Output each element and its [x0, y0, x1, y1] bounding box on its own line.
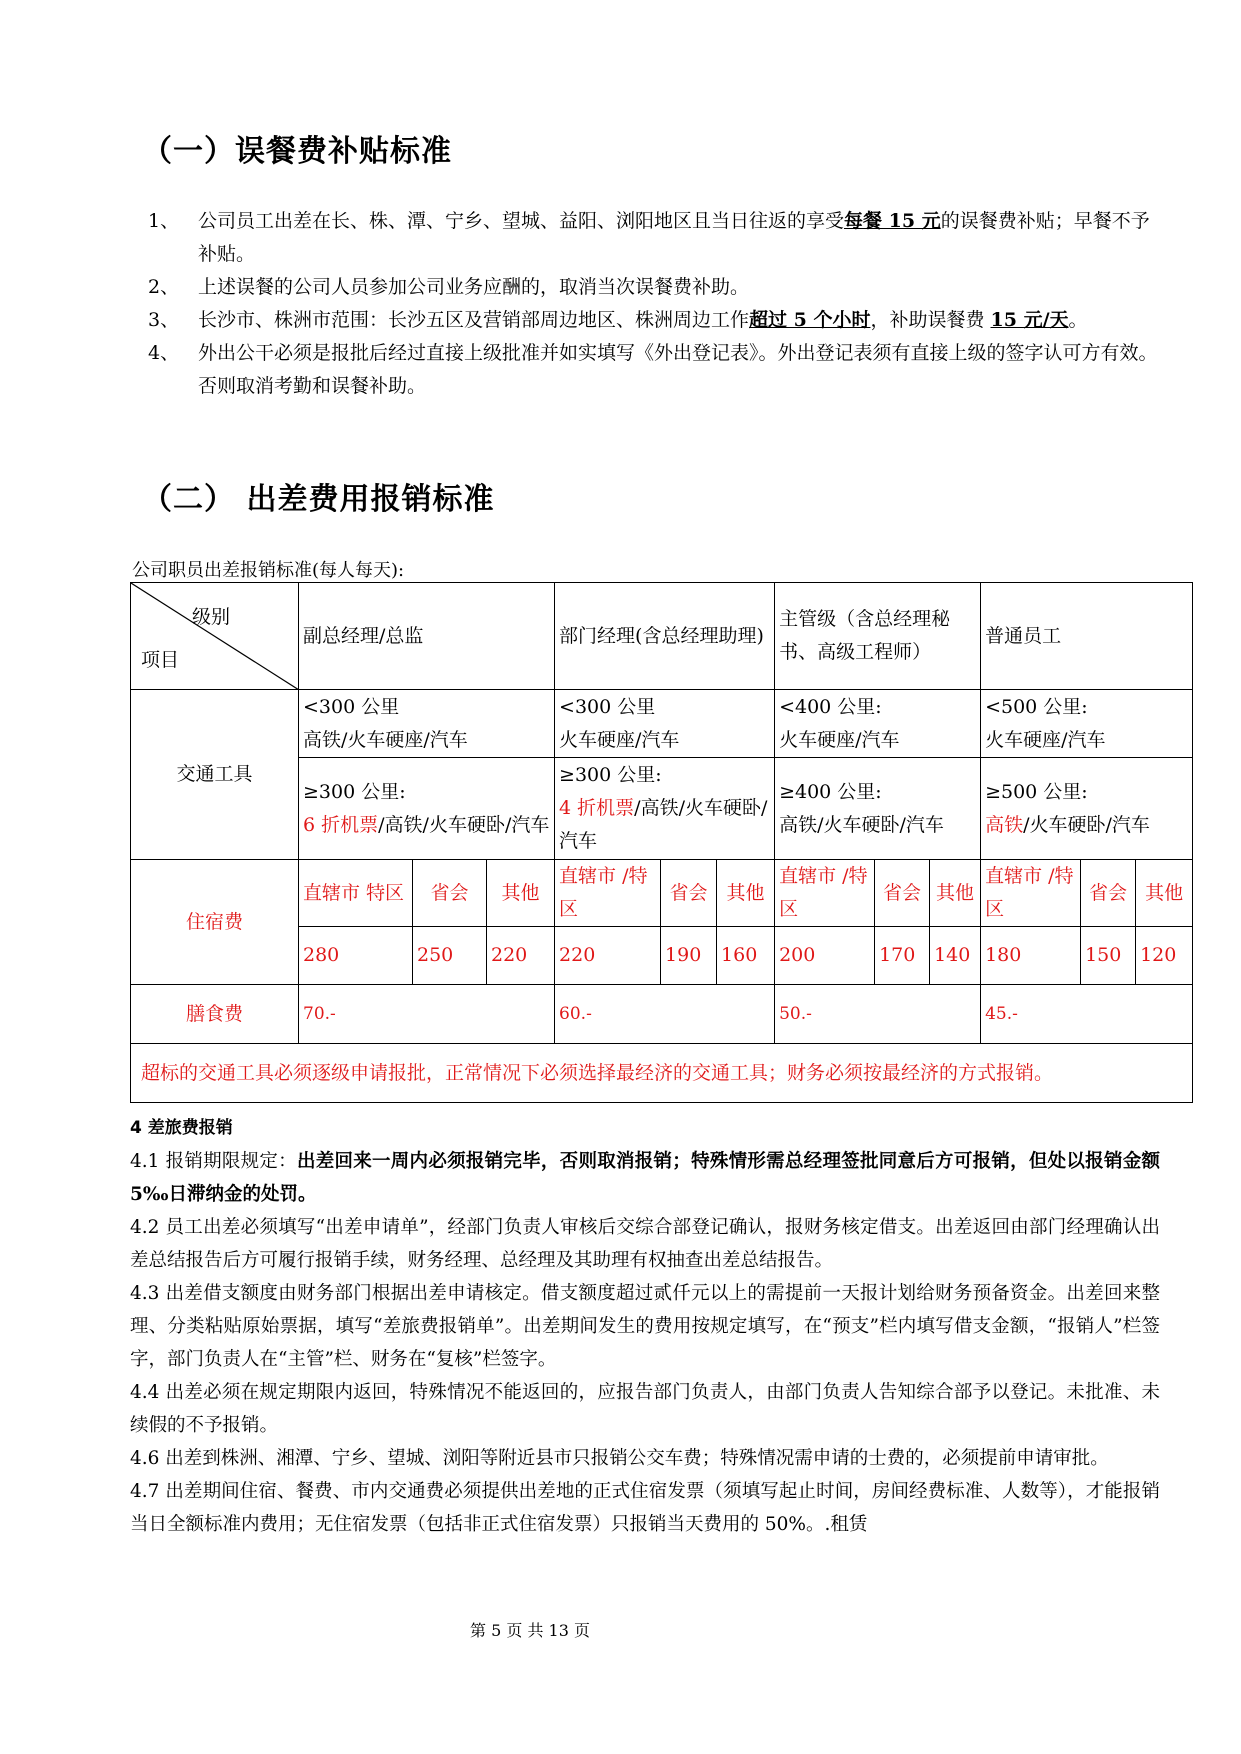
item-number: 4、 — [148, 342, 180, 364]
level-header: 副总经理/总监 — [299, 583, 555, 690]
meal-value: 60.- — [555, 985, 775, 1044]
section4-heading: 4 差旅费报销 — [130, 1118, 233, 1138]
mode-text: 高铁/火车硬卧/汽车 — [779, 813, 944, 836]
list-item — [148, 205, 1158, 271]
transport-long-cell — [981, 758, 1193, 860]
distance-text: ≥300 公里: — [559, 764, 662, 786]
table-row — [131, 1044, 1193, 1103]
section2-title: （二） 出差费用报销标准 — [142, 482, 495, 517]
lodging-header-cell: 其他 — [487, 860, 555, 927]
lodging-header-cell: 直辖市 /特区 — [555, 860, 661, 927]
lodging-value: 200 — [775, 927, 875, 985]
item-text: 公司员工出差在长、株、潭、宁乡、望城、益阳、浏阳地区且当日往返的享受 — [198, 210, 845, 232]
corner-cell — [131, 583, 299, 690]
distance-text: <400 公里: — [779, 695, 882, 718]
lodging-value: 170 — [875, 927, 930, 985]
paragraph: 4.3 出差借支额度由财务部门根据出差申请核定。借支额度超过贰仟元以上的需提前一天报计划给财务预备资金。出差回来整理、分类粘贴原始票据，填写“差旅费报销单”。出差期间发生的费用按规定填写，在“预支”栏内填写借支金额，“报销人”栏签字，部门负责人在“主管”栏、财务在“复核”栏签字。 — [130, 1283, 1160, 1370]
meal-value: 50.- — [775, 985, 981, 1044]
paragraph — [130, 1145, 1160, 1211]
lodging-header-cell: 省会 — [875, 860, 930, 927]
lodging-value: 250 — [413, 927, 487, 985]
mode-text: 火车硬座/汽车 — [985, 728, 1106, 751]
item-text: 的误餐费补贴；早餐不予补贴。 — [198, 210, 1150, 265]
travel-standard-table — [130, 582, 1193, 1103]
level-header: 部门经理(含总经理助理) — [555, 583, 775, 690]
meal-value: 70.- — [299, 985, 555, 1044]
lodging-value: 120 — [1136, 927, 1193, 985]
item-number: 3、 — [148, 309, 180, 331]
level-header: 普通员工 — [981, 583, 1193, 690]
level-header: 主管级（含总经理秘书、高级工程师） — [775, 583, 981, 690]
transport-long-cell — [775, 758, 981, 860]
table-row — [131, 860, 1193, 927]
lodging-value: 220 — [487, 927, 555, 985]
meal-label: 膳食费 — [131, 985, 299, 1044]
lodging-value: 160 — [717, 927, 775, 985]
paragraph: 4.7 出差期间住宿、餐费、市内交通费必须提供出差地的正式住宿发票（须填写起止时间，房间经费标准、人数等），才能报销当日全额标准内费用；无住宿发票（包括非正式住宿发票）只报销当天费用的 50%。.租赁 — [130, 1481, 1160, 1535]
mode-text: /高铁/火车硬卧/汽车 — [378, 813, 550, 836]
distance-text: <300 公里 — [559, 695, 656, 718]
page-footer: 第 5 页 共 13 页 — [470, 1621, 590, 1640]
item-text: 上述误餐的公司人员参加公司业务应酬的，取消当次误餐费补助。 — [198, 276, 750, 298]
section1-title: （一）误餐费补贴标准 — [142, 134, 452, 169]
table-note: 超标的交通工具必须逐级申请报批，正常情况下必须选择最经济的交通工具；财务必须按最经济的方式报销。 — [131, 1044, 1193, 1103]
list-item — [148, 337, 1158, 403]
item-bold: 每餐 15 元 — [844, 210, 941, 232]
paragraph-bold: 出差回来一周内必须报销完毕，否则取消报销；特殊情形需总经理签批同意后方可报销，但处以报销金额 5‰日滞纳金的处罚。 — [130, 1151, 1160, 1205]
distance-text: ≥500 公里: — [985, 780, 1088, 803]
mode-text: 火车硬座/汽车 — [779, 728, 900, 751]
lodging-header-cell: 省会 — [1081, 860, 1136, 927]
reimbursement-section — [130, 1112, 1160, 1541]
airfare-text: 6 折机票 — [303, 813, 379, 836]
item-text: ，补助误餐费 — [870, 309, 991, 331]
distance-text: ≥300 公里: — [303, 780, 406, 803]
mode-text: /火车硬卧/汽车 — [1023, 813, 1150, 836]
lodging-header-cell: 直辖市 /特区 — [981, 860, 1081, 927]
distance-text: ≥400 公里: — [779, 780, 882, 803]
lodging-label: 住宿费 — [131, 860, 299, 985]
transport-long-cell — [299, 758, 555, 860]
distance-text: <300 公里 — [303, 695, 400, 718]
lodging-value: 220 — [555, 927, 661, 985]
lodging-header-cell: 其他 — [717, 860, 775, 927]
lodging-header-cell: 省会 — [661, 860, 717, 927]
lodging-header-cell: 直辖市 特区 — [299, 860, 413, 927]
lodging-value: 180 — [981, 927, 1081, 985]
transport-short-cell — [555, 690, 775, 758]
lodging-header-cell: 其他 — [1136, 860, 1193, 927]
table-caption: 公司职员出差报销标准(每人每天): — [132, 560, 405, 581]
lodging-value: 150 — [1081, 927, 1136, 985]
item-text: 。 — [1068, 309, 1088, 331]
mode-text: 火车硬座/汽车 — [559, 728, 680, 751]
lodging-value: 280 — [299, 927, 413, 985]
table-row — [131, 690, 1193, 758]
transport-long-cell — [555, 758, 775, 860]
airfare-text: 4 折机票 — [559, 797, 635, 819]
meal-subsidy-list — [148, 205, 1158, 403]
paragraph-text: 4.1 报销期限规定： — [130, 1151, 297, 1172]
lodging-header-cell: 省会 — [413, 860, 487, 927]
transport-short-cell — [775, 690, 981, 758]
table-row — [131, 985, 1193, 1044]
list-item — [148, 304, 1158, 337]
distance-text: <500 公里: — [985, 695, 1088, 718]
lodging-header-cell: 直辖市 /特区 — [775, 860, 875, 927]
list-item — [148, 271, 1158, 304]
rail-text: 高铁 — [985, 813, 1024, 836]
item-number: 2、 — [148, 276, 180, 298]
lodging-value: 190 — [661, 927, 717, 985]
paragraph: 4.2 员工出差必须填写“出差申请单”，经部门负责人审核后交综合部登记确认，报财务核定借支。出差返回由部门经理确认出差总结报告后方可履行报销手续，财务经理、总经理及其助理有权抽查出差总结报告。 — [130, 1217, 1160, 1271]
item-text: 外出公干必须是报批后经过直接上级批准并如实填写《外出登记表》。外出登记表须有直接上级的签字认可方有效。否则取消考勤和误餐补助。 — [198, 342, 1158, 397]
level-label: 级别 — [191, 606, 230, 628]
transport-label: 交通工具 — [131, 690, 299, 860]
lodging-value: 140 — [930, 927, 981, 985]
lodging-header-cell: 其他 — [930, 860, 981, 927]
mode-text: /高铁/火车硬卧/汽车 — [559, 797, 768, 852]
paragraph: 4.4 出差必须在规定期限内返回，特殊情况不能返回的，应报告部门负责人，由部门负责人告知综合部予以登记。未批准、未续假的不予报销。 — [130, 1382, 1160, 1436]
item-text: 长沙市、株洲市范围：长沙五区及营销部周边地区、株洲周边工作 — [198, 309, 750, 331]
transport-short-cell — [299, 690, 555, 758]
item-bold: 超过 5 个小时 — [749, 309, 871, 331]
table-row — [131, 583, 1193, 690]
item-label: 项目 — [141, 649, 180, 671]
meal-value: 45.- — [981, 985, 1193, 1044]
item-number: 1、 — [148, 210, 180, 232]
item-bold: 15 元/天 — [990, 309, 1069, 331]
mode-text: 高铁/火车硬座/汽车 — [303, 728, 468, 751]
transport-short-cell — [981, 690, 1193, 758]
paragraph: 4.6 出差到株洲、湘潭、宁乡、望城、浏阳等附近县市只报销公交车费；特殊情况需申请的士费的，必须提前申请审批。 — [130, 1448, 1109, 1469]
